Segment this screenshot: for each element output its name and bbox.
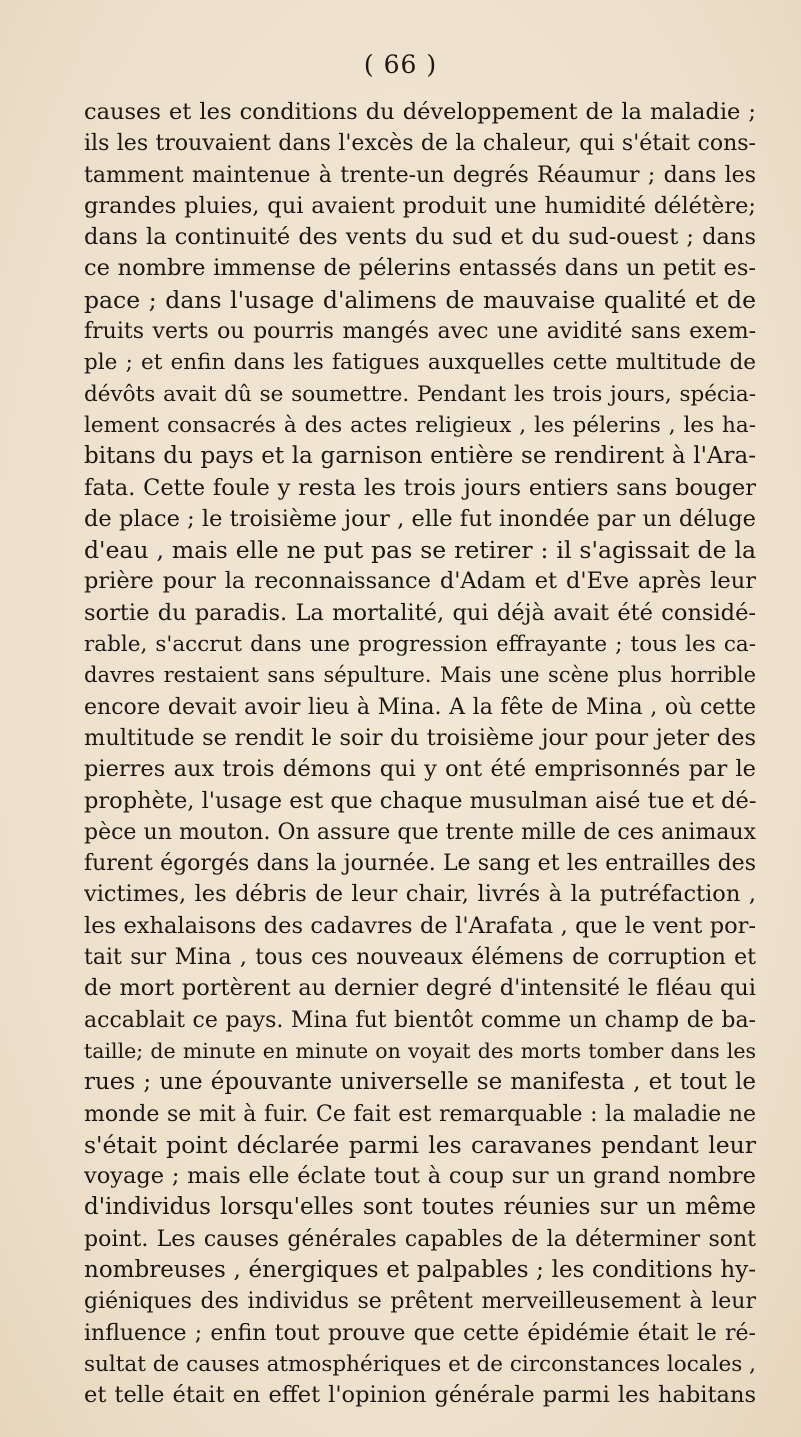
text-line: prière pour la reconnaissance d'Adam et d'Eve après leur bbox=[84, 568, 756, 595]
text-line: davres restaient sans sépulture. Mais une scène plus horrible bbox=[84, 663, 756, 688]
text-line: encore devait avoir lieu à Mina. A la fête de Mina , où cette bbox=[84, 694, 756, 720]
text-line: s'était point déclarée parmi les caravanes pendant leur bbox=[84, 1130, 756, 1159]
text-line: dévôts avait dû se soumettre. Pendant les trois jours, spécia- bbox=[84, 381, 756, 407]
text-line: taille; de minute en minute on voyait des morts tomber dans les bbox=[84, 1038, 756, 1063]
text-line: pierres aux trois démons qui y ont été emprisonnés par le bbox=[84, 756, 756, 783]
text-line: voyage ; mais elle éclate tout à coup sur un grand nombre bbox=[84, 1163, 756, 1190]
text-line: bitans du pays et la garnison entière se rendirent à l'Ara- bbox=[84, 443, 756, 470]
text-line: fata. Cette foule y resta les trois jours entiers sans bouger bbox=[84, 474, 756, 501]
text-line: pèce un mouton. On assure que trente mille de ces animaux bbox=[84, 819, 756, 845]
text-line: ce nombre immense de pélerins entassés dans un petit es- bbox=[84, 255, 756, 282]
text-line: d'individus lorsqu'elles sont toutes réunies sur un même bbox=[84, 1194, 756, 1221]
text-line: ils les trouvaient dans l'excès de la chaleur, qui s'était cons- bbox=[84, 131, 756, 157]
text-line: accablait ce pays. Mina fut bientôt comme un champ de ba- bbox=[84, 1007, 756, 1033]
body-text bbox=[84, 97, 756, 1411]
text-line: multitude se rendit le soir du troisième jour pour jeter des bbox=[84, 724, 756, 751]
text-line: ple ; et enfin dans les fatigues auxquelles cette multitude de bbox=[84, 350, 756, 376]
text-line: prophète, l'usage est que chaque musulman aisé tue et dé- bbox=[84, 787, 756, 814]
text-line: rable, s'accrut dans une progression effrayante ; tous les ca- bbox=[84, 632, 756, 658]
text-line: sortie du paradis. La mortalité, qui déjà avait été considé- bbox=[84, 599, 756, 626]
text-line: victimes, les débris de leur chair, livrés à la putréfaction , bbox=[84, 881, 756, 908]
text-line: point. Les causes générales capables de la déterminer sont bbox=[84, 1226, 756, 1252]
text-line: lement consacrés à des actes religieux , les pélerins , les ha- bbox=[84, 412, 756, 438]
text-line: fruits verts ou pourris mangés avec une avidité sans exem- bbox=[84, 319, 756, 345]
text-line: pace ; dans l'usage d'alimens de mauvaise qualité et de bbox=[84, 285, 756, 314]
text-line: sultat de causes atmosphériques et de circonstances locales , bbox=[84, 1351, 756, 1377]
text-line: de mort portèrent au dernier degré d'intensité le fléau qui bbox=[84, 975, 756, 1002]
text-line: influence ; enfin tout prouve que cette épidémie était le ré- bbox=[84, 1320, 756, 1346]
text-line: giéniques des individus se prêtent merveilleusement à leur bbox=[84, 1289, 756, 1315]
text-line: tamment maintenue à trente-un degrés Réaumur ; dans les bbox=[84, 162, 756, 188]
text-line: de place ; le troisième jour , elle fut inondée par un déluge bbox=[84, 505, 756, 532]
text-line: causes et les conditions du développement de la maladie ; bbox=[84, 99, 756, 125]
text-line: dans la continuité des vents du sud et du sud-ouest ; dans bbox=[84, 224, 756, 251]
text-line: monde se mit à fuir. Ce fait est remarquable : la maladie ne bbox=[84, 1101, 756, 1127]
text-line: d'eau , mais elle ne put pas se retirer : il s'agissait de la bbox=[84, 536, 756, 565]
text-line: nombreuses , énergiques et palpables ; les conditions hy- bbox=[84, 1256, 756, 1283]
text-line: les exhalaisons des cadavres de l'Arafata , que le vent por- bbox=[84, 912, 756, 939]
text-line: furent égorgés dans la journée. Le sang et les entrailles des bbox=[84, 851, 756, 877]
text-line: grandes pluies, qui avaient produit une humidité délétère; bbox=[84, 192, 756, 219]
text-line: rues ; une épouvante universelle se manifesta , et tout le bbox=[84, 1069, 756, 1096]
text-line: et telle était en effet l'opinion générale parmi les habitans bbox=[84, 1382, 756, 1409]
text-line: tait sur Mina , tous ces nouveaux élémens de corruption et bbox=[84, 945, 756, 971]
page-number: ( 66 ) bbox=[363, 50, 438, 79]
